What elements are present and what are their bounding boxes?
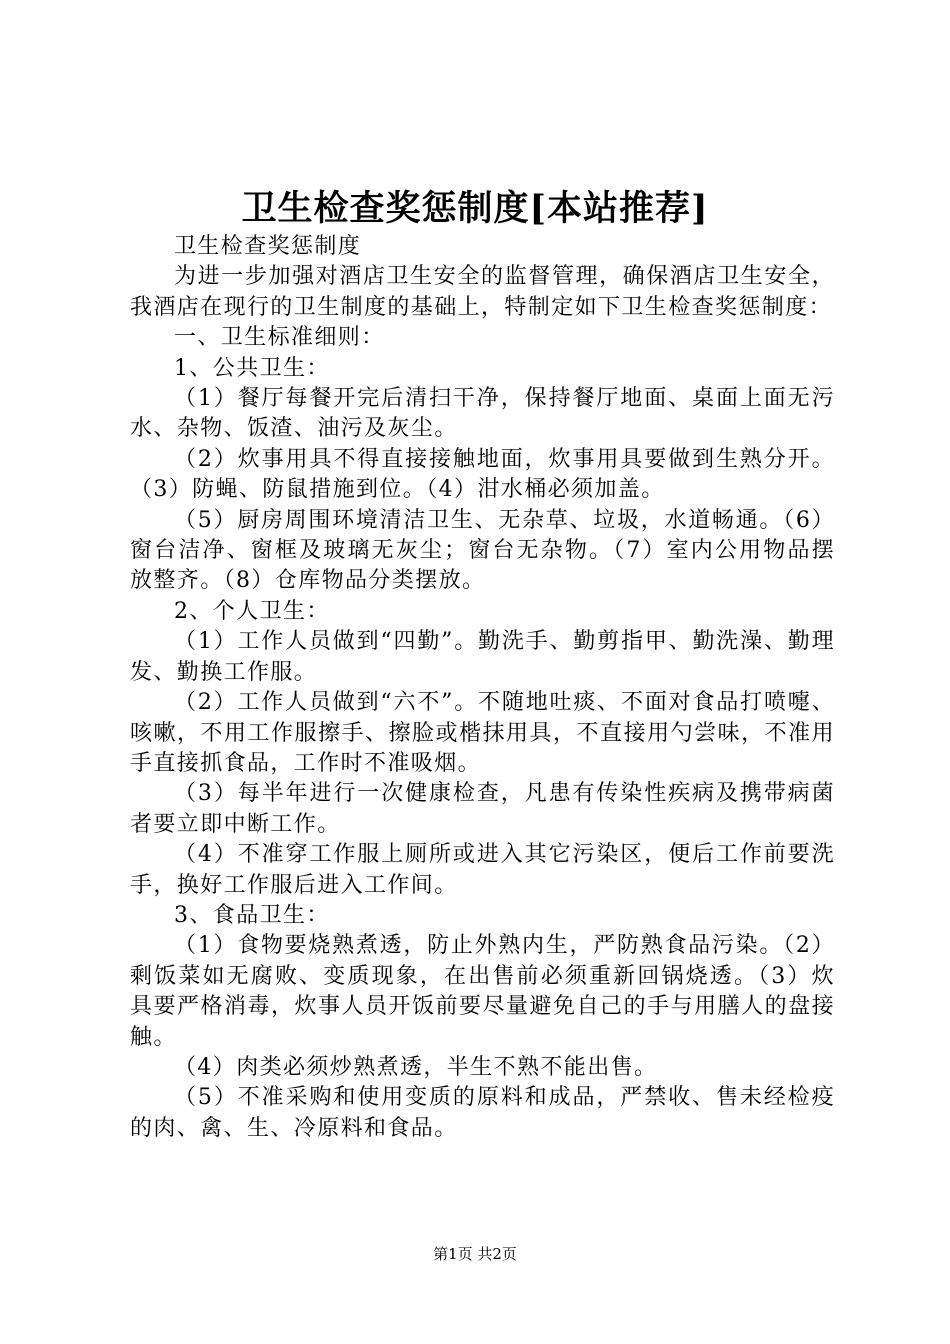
paragraph: （3）每半年进行一次健康检查，凡患有传染性疾病及携带病菌者要立即中断工作。: [130, 781, 835, 837]
paragraph: （1）工作人员做到“四勤”。勤洗手、勤剪指甲、勤洗澡、勤理发、勤换工作服。: [130, 629, 835, 685]
paragraph: （4）不准穿工作服上厕所或进入其它污染区，便后工作前要洗手，换好工作服后进入工作间。: [130, 842, 835, 898]
page-footer: 第1页 共2页: [433, 1245, 517, 1263]
section-heading: 一、卫生标准细则：: [174, 325, 385, 351]
paragraph: （2）工作人员做到“六不”。不随地吐痰、不面对食品打喷嚏、咳嗽，不用工作服擦手、擦脸或楷抹用具，不直接用勺尝味，不准用手直接抓食品，工作时不准吸烟。: [130, 690, 835, 776]
paragraph: （1）食物要烧熟煮透，防止外熟内生，严防熟食品污染。（2）剩饭菜如无腐败、变质现象，在出售前必须重新回锅烧透。（3）炊具要严格消毒，炊事人员开饭前要尽量避免自己的手与用膳人的盘接触。: [130, 933, 835, 1050]
paragraph: （5）不准采购和使用变质的原料和成品，严禁收、售未经检疫的肉、禽、生、冷原料和食品。: [130, 1085, 835, 1141]
subsection-heading: 2、个人卫生：: [174, 598, 330, 624]
paragraph: （1）餐厅每餐开完后清扫干净，保持餐厅地面、桌面上面无污水、杂物、饭渣、油污及灰尘。: [130, 386, 835, 442]
paragraph: 卫生检查奖惩制度: [174, 234, 362, 259]
document-title: 卫生检查奖惩制度[本站推荐]: [241, 188, 709, 229]
subsection-heading: 3、食品卫生：: [174, 902, 330, 928]
paragraph: （2）炊事用具不得直接接触地面，炊事用具要做到生熟分开。（3）防蝇、防鼠措施到位。（4）泔水桶必须加盖。: [130, 446, 835, 503]
paragraph: 为进一步加强对酒店卫生安全的监督管理，确保酒店卫生安全，我酒店在现行的卫生制度的基础上，特制定如下卫生检查奖惩制度：: [130, 264, 835, 320]
subsection-heading: 1、公共卫生：: [174, 355, 330, 381]
paragraph: （4）肉类必须炒熟煮透，半生不熟不能出售。: [174, 1054, 658, 1080]
document-body: [130, 232, 835, 1144]
paragraph: （5）厨房周围环境清洁卫生、无杂草、垃圾，水道畅通。（6）窗台洁净、窗框及玻璃无灰尘；窗台无杂物。（7）室内公用物品摆放整齐。（8）仓库物品分类摆放。: [130, 507, 835, 594]
